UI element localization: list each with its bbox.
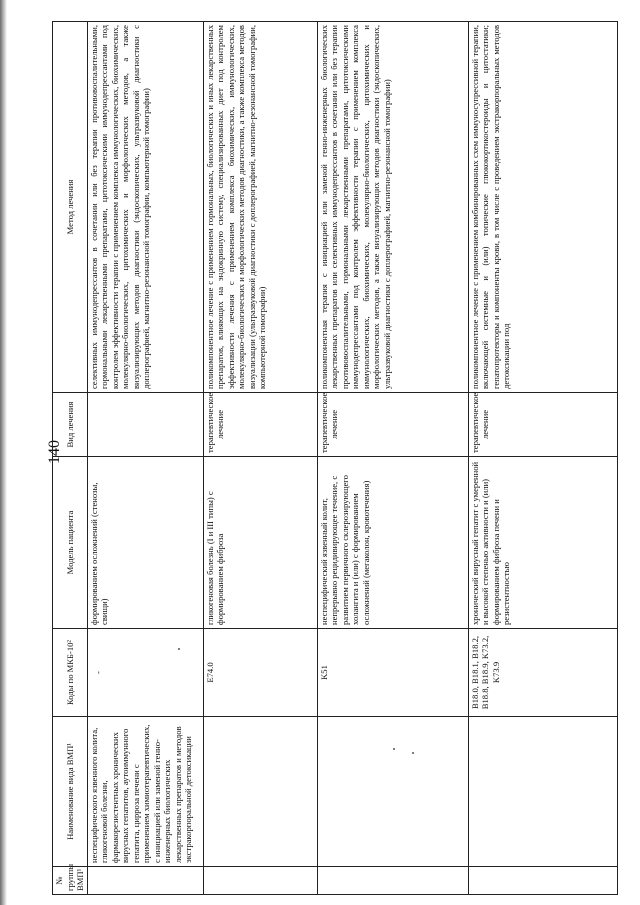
vmp-table: [52, 21, 618, 895]
cell-treatment-method: поликомпонентное лечение с применением гормональных, биологических и иных лекарственных препаратов, влияющих на эндокринную систему, специализированных диет под контролем эффективности лечения с применением комплекса биохимических, иммунологических, молекулярно-биологических и морфологических методов диагностики, а также комплекса методов визуализации (ультразвуковой диагностики с доплерографией, магнитно-резонансной томографии, компьютерной томографии): [203, 22, 317, 393]
cell-treatment-method: поликомпонентная терапия с инициацией или заменой генно-инженерных биологических лекарственных препаратов или селективных иммунодепрессантов в сочетании или без терапии противовоспалительными, гормональными лекарственными препаратами, цитотоксическими иммунодепрессантами под контролем эффективности терапии с применением комплекса иммунологических, биохимических, молекулярно-биологических, цитохимических и морфологических методов, а также визуализирующих методов диагностики (эндоскопических, ультразвуковой диагностики с доплерографией, магнитно-резонансной томографии): [317, 22, 468, 393]
cell-vmp-name: [203, 717, 317, 867]
cell-patient-model: гликогеновая болезнь (I и III типы) с формированием фиброза: [203, 457, 317, 629]
cell-group-number: [203, 867, 317, 895]
header-vmp-name: Наименование вида ВМП¹: [53, 717, 88, 867]
header-icd-codes: Коды по МКБ-10²: [53, 629, 88, 717]
cell-treatment-kind: терапевтическое лечение: [317, 393, 468, 457]
cell-treatment-kind: терапевтическое лечение: [468, 393, 617, 457]
table-row: [203, 22, 317, 895]
table-row: [468, 22, 617, 895]
cell-group-number: [87, 867, 203, 895]
cell-vmp-name: [468, 717, 617, 867]
header-treatment-kind: Вид лечения: [53, 393, 88, 457]
cell-group-number: [468, 867, 617, 895]
header-group-number: № группы ВМП¹: [53, 867, 88, 895]
cell-treatment-kind: [87, 393, 203, 457]
cell-icd-codes: [87, 629, 203, 717]
cell-patient-model: формированием осложнений (стенозы, свищи): [87, 457, 203, 629]
cell-patient-model: неспецифический язвенный колит, непрерывно рецидивирующее течение, с развитием первичного склерозирующего холангита и (или) с формированием осложнений (мегаколон, кровотечения): [317, 457, 468, 629]
cell-icd-codes: E74.0: [203, 629, 317, 717]
cell-icd-codes: K51: [317, 629, 468, 717]
cell-treatment-method: поликомпонентное лечение с применением комбинированных схем иммуносупрессивной терапии, включающей системные и (или) топические глюкокортикостероиды и цитостатики; гепатопротекторы и компоненты крови, в том числе с проведением экстракорпоральных методов детоксикации под: [468, 22, 617, 393]
table-row: [317, 22, 468, 895]
rotated-table-sheet: [52, 22, 614, 895]
header-patient-model: Модель пациента: [53, 457, 88, 629]
cell-treatment-kind: терапевтическое лечение: [203, 393, 317, 457]
cell-treatment-method: селективных иммунодепрессантов в сочетании или без терапии противовоспалительными, гормональными лекарственными препаратами, цитотоксическими иммунодепрессантами под контролем эффективности терапии с применением комплекса иммунологических, биохимических, молекулярно-биологических, цитохимических и морфологических методов, а также визуализирующих методов диагностики (эндоскопических, ультразвуковой диагностики с доплерографией, магнитно-резонансной томографии, компьютерной томографии): [87, 22, 203, 393]
page-number: 140: [46, 440, 63, 464]
cell-patient-model: хронический вирусный гепатит с умеренной и высокой степенью активности и (или) формированием фиброза печени и резистентностью: [468, 457, 617, 629]
table-row: [87, 22, 203, 895]
cell-group-number: [317, 867, 468, 895]
stray-mark: -: [92, 671, 103, 674]
scan-shadow-edge: [0, 0, 7, 905]
table-header-row: [53, 22, 88, 895]
cell-vmp-name: неспецифического язвенного колита, гликогеновой болезни, фармакорезистентных хронических вирусных гепатитов, аутоиммунного гепатита, цирроза печени с применением химиотерапевтических, с инициацией или заменой генно-инженерных биологических лекарственных препаратов и методов экстракорпоральной детоксикации: [87, 717, 203, 867]
cell-icd-codes: B18.0, B18.1, B18.2, B18.8, B18.9, K73.2, K73.9: [468, 629, 617, 717]
header-treatment-method: Метод лечения: [53, 22, 88, 393]
cell-vmp-name: [317, 717, 468, 867]
